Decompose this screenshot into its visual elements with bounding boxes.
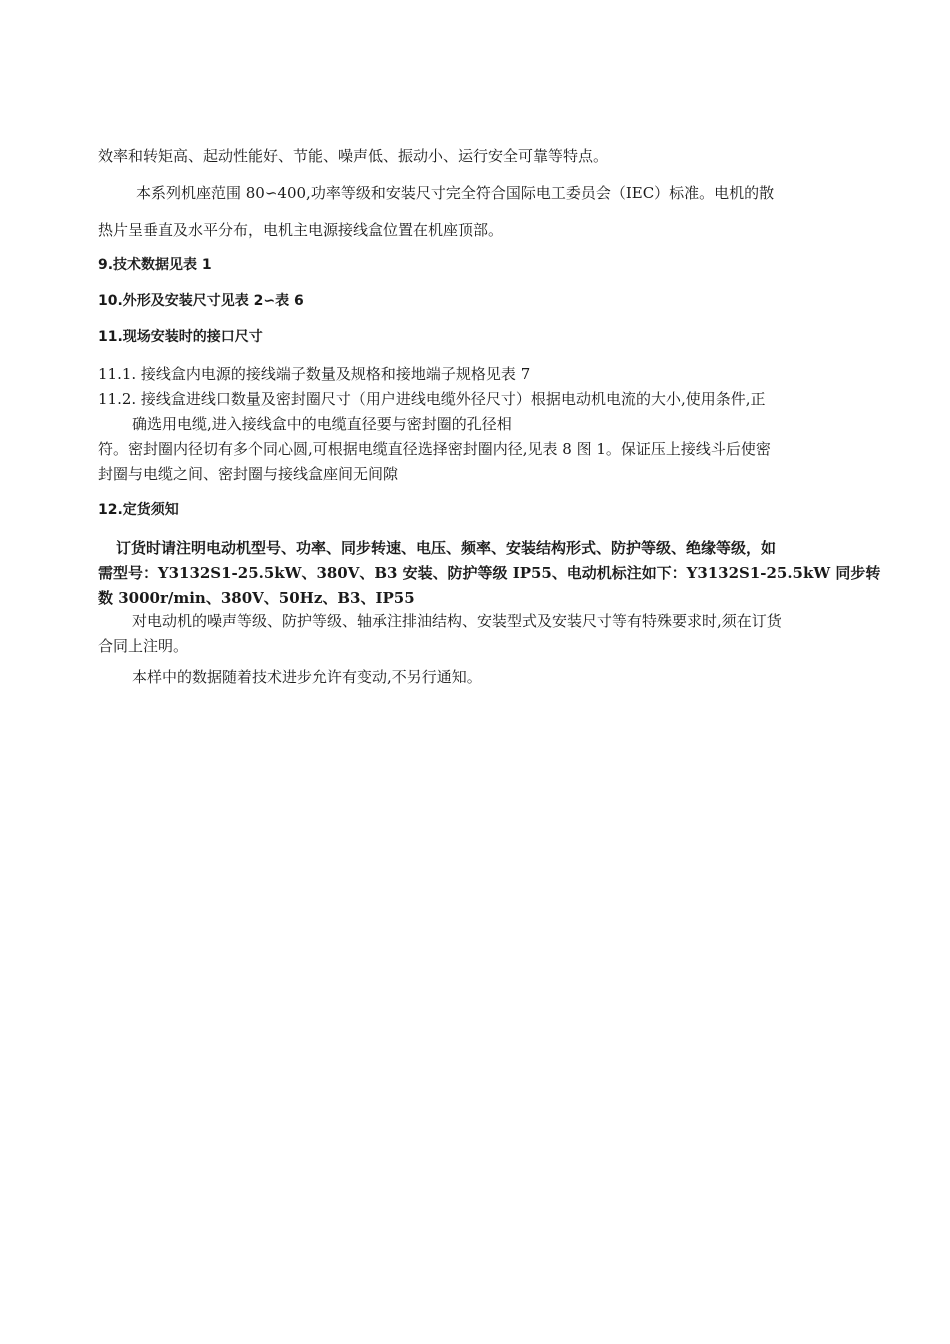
- item-11-2-line1: 11.2. 接线盒进线口数量及密封圈尺寸（用户进线电缆外径尺寸）根据电动机电流的大小,使用条件,正: [98, 390, 766, 408]
- heading-technical-data: 9.技术数据见表 1: [98, 257, 212, 273]
- order-info-line2: 需型号：Y3132S1-25.5kW、380V、B3 安装、防护等级 IP55、电动机标注如下：Y3132S1-25.5kW 同步转: [98, 564, 881, 582]
- order-info-line1: 订货时请注明电动机型号、功率、同步转速、电压、频率、安装结构形式、防护等级、绝缘等级，如: [116, 539, 777, 557]
- paragraph-features: 效率和转矩高、起动性能好、节能、噪声低、振动小、运行安全可靠等特点。: [98, 147, 609, 165]
- special-requirements-line2: 合同上注明。: [98, 637, 189, 655]
- item-11-1: 11.1. 接线盒内电源的接线端子数量及规格和接地端子规格见表 7: [98, 365, 531, 383]
- notice-text: 本样中的数据随着技术进步允许有变动,不另行通知。: [132, 668, 482, 686]
- heading-ordering: 12.定货须知: [98, 502, 179, 518]
- item-11-2-line3: 符。密封圈内径切有多个同心圆,可根据电缆直径选择密封圈内径,见表 8 图 1。保证压上接线斗后使密: [98, 440, 771, 458]
- paragraph-frame-range-line1: 本系列机座范围 80∽400,功率等级和安装尺寸完全符合国际电工委员会（IEC）标准。电机的散: [136, 184, 775, 202]
- heading-dimensions: 10.外形及安装尺寸见表 2∽表 6: [98, 293, 304, 309]
- heading-interface-dimensions: 11.现场安装时的接口尺寸: [98, 329, 263, 345]
- order-info-line3: 数 3000r/min、380V、50Hz、B3、IP55: [98, 589, 415, 607]
- paragraph-frame-range-line2: 热片呈垂直及水平分布，电机主电源接线盒位置在机座顶部。: [98, 221, 504, 239]
- item-11-2-line2: 确选用电缆,进入接线盒中的电缆直径要与密封圈的孔径相: [132, 415, 512, 433]
- special-requirements-line1: 对电动机的噪声等级、防护等级、轴承注排油结构、安装型式及安装尺寸等有特殊要求时,须在订货: [132, 612, 782, 630]
- item-11-2-line4: 封圈与电缆之间、密封圈与接线盒座间无间隙: [98, 465, 399, 483]
